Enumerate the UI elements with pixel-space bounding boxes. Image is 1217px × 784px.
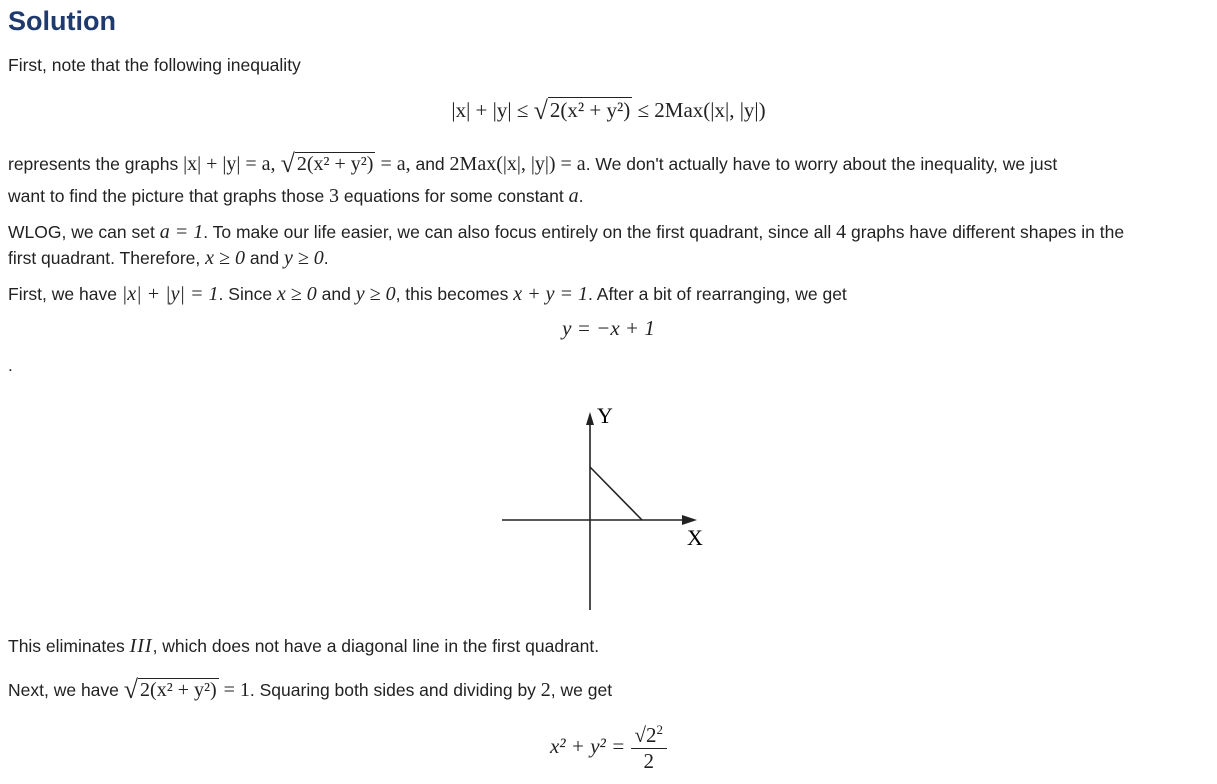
p8-text-c: , we get <box>550 680 613 700</box>
p3-text-b: equations for some constant <box>339 186 569 206</box>
p2-text-c: . We don't actually have to worry about the inequality, we just <box>585 154 1058 174</box>
p2-sqrt: √ 2(x² + y²) <box>280 149 374 178</box>
stray-dot: . <box>8 356 13 375</box>
y-axis-label: Y <box>597 403 613 428</box>
line-equation: y = −x + 1 <box>562 316 655 340</box>
p5-text-a: first quadrant. Therefore, <box>8 248 206 268</box>
circle-fraction <box>631 722 668 774</box>
p2-math-3: = a, <box>375 153 411 175</box>
p6-math-2: x ≥ 0 <box>276 283 317 305</box>
wlog-text <box>8 221 1124 244</box>
p4-text-b: . To make our life easier, we can also focus entirely on the first quadrant, since all <box>203 222 837 242</box>
p8-text-b: . Squaring both sides and dividing by <box>249 680 541 700</box>
p8-math: = 1 <box>218 679 250 701</box>
fraction-denominator: 2 <box>643 749 655 773</box>
y-arrow-icon <box>586 412 594 425</box>
inequality-equation <box>0 96 1217 126</box>
x-arrow-icon <box>682 515 697 525</box>
ineq-rhs: ≤ 2Max(|x|, |y|) <box>632 98 766 122</box>
p8-text-a: Next, we have <box>8 680 124 700</box>
p6-math-1: |x| + |y| = 1 <box>121 283 219 305</box>
eliminates-text <box>8 635 599 658</box>
first-graph-text <box>8 283 847 306</box>
p5-text-c: . <box>323 248 329 268</box>
p2-math-4: 2Max(|x|, |y|) = a <box>449 153 586 175</box>
p4-text-a: WLOG, we can set <box>8 222 160 242</box>
p8-radicand: 2(x² + y²) <box>140 679 217 701</box>
p6-text-a: First, we have <box>8 284 122 304</box>
p2-text-b: and <box>410 154 450 174</box>
p6-math-3: y ≥ 0 <box>355 283 396 305</box>
ineq-sqrt: √2(x² + y²) <box>533 96 631 125</box>
p6-text-d: , this becomes <box>395 284 514 304</box>
p8-sqrt: √ 2(x² + y²) <box>123 675 217 704</box>
circle-equation <box>0 722 1217 774</box>
p3-math: 3 <box>329 185 340 207</box>
p6-text-c: and <box>316 284 356 304</box>
p4-math-2: 4 <box>836 221 847 243</box>
p6-text-b: . Since <box>218 284 277 304</box>
quadrant-text <box>8 247 329 270</box>
p6-math-4: x + y = 1 <box>513 283 589 305</box>
picture-text <box>8 185 584 208</box>
numerator-exponent: 2 <box>656 722 664 737</box>
p3-text-a: want to find the picture that graphs those <box>8 186 330 206</box>
ineq-lhs: |x| + |y| ≤ <box>451 98 534 122</box>
ineq-radicand: 2(x² + y²) <box>549 98 631 122</box>
first-quadrant-graph <box>490 395 720 615</box>
x-axis-label: X <box>687 525 703 550</box>
fraction-numerator: √2 <box>634 723 657 747</box>
p3-text-c: . <box>578 186 584 206</box>
intro-text: First, note that the following inequality <box>8 55 301 75</box>
p2-radicand: 2(x² + y²) <box>296 153 374 175</box>
diagonal-line <box>590 467 642 520</box>
p5-text-b: and <box>245 248 284 268</box>
p7-text-b: , which does not have a diagonal line in the first quadrant. <box>152 636 600 656</box>
p2-text-a: represents the graphs <box>8 154 184 174</box>
p4-math-1: a = 1 <box>159 221 204 243</box>
p5-math-2: y ≥ 0 <box>283 247 324 269</box>
p8-math-2: 2 <box>540 679 551 701</box>
solution-heading: Solution <box>8 6 116 36</box>
p3-var: a <box>568 185 579 207</box>
p4-text-c: graphs have different shapes in the <box>846 222 1125 242</box>
circle-lhs: x² + y² = <box>549 733 631 758</box>
p7-math: III <box>129 635 153 657</box>
p5-math-1: x ≥ 0 <box>205 247 245 269</box>
p6-text-e: . After a bit of rearranging, we get <box>588 284 847 304</box>
p7-text-a: This eliminates <box>8 636 130 656</box>
p2-math-1: |x| + |y| = a, <box>183 153 281 175</box>
circle-text <box>8 675 613 704</box>
graphs-text <box>8 149 1058 178</box>
